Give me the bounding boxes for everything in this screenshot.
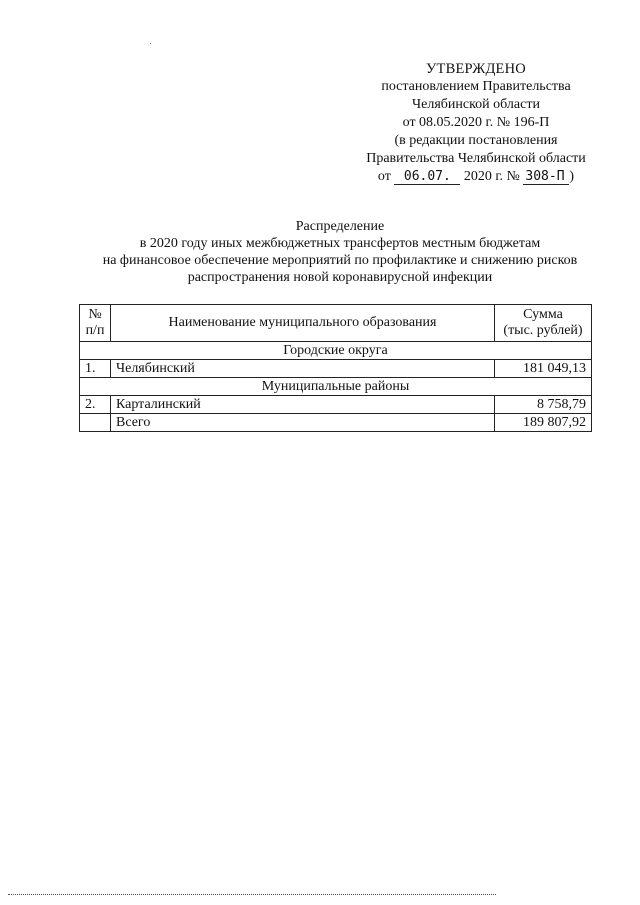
total-row: [80, 414, 592, 432]
amendment-suffix: ): [569, 169, 575, 184]
title-line: распространения новой коронавирусной инфекции: [187, 270, 493, 285]
header-num: [80, 305, 111, 342]
table-row: [80, 396, 592, 414]
row-num: 2.: [80, 396, 111, 414]
section-urban-districts: Городские округа: [80, 342, 592, 360]
total-num: [80, 414, 111, 432]
row-name: Карталинский: [111, 396, 495, 414]
document-title: [60, 218, 620, 286]
header-name: Наименование муниципального образования: [111, 305, 495, 342]
section-municipal-districts: Муниципальные районы: [80, 378, 592, 396]
amendment-number: 308-П: [523, 169, 569, 185]
approval-line: (в редакции постановления: [394, 133, 558, 148]
section-row: [80, 342, 592, 360]
table-row: [80, 360, 592, 378]
row-sum: 181 049,13: [495, 360, 592, 378]
row-num: 1.: [80, 360, 111, 378]
total-sum: 189 807,92: [495, 414, 592, 432]
title-line: Распределение: [295, 219, 385, 234]
header-num-line2: п/п: [85, 323, 105, 338]
distribution-table: [79, 304, 592, 432]
header-sum-line1: Сумма: [523, 307, 563, 322]
title-line: в 2020 году иных межбюджетных трансфертов местным бюджетам: [139, 236, 541, 251]
amendment-mid: 2020 г. №: [463, 169, 520, 184]
amendment-prefix: от: [377, 169, 391, 184]
row-sum: 8 758,79: [495, 396, 592, 414]
approval-line: Челябинской области: [412, 97, 540, 112]
header-num-line1: №: [88, 307, 102, 322]
approval-line: постановлением Правительства: [381, 79, 571, 94]
scan-edge-line: [8, 894, 496, 895]
header-sum: [495, 305, 592, 342]
header-sum-line2: (тыс. рублей): [503, 323, 583, 338]
amendment-date: 06.07.: [394, 169, 460, 185]
approval-block: [346, 60, 606, 186]
scan-speck: [150, 43, 151, 44]
table-header-row: [80, 305, 592, 342]
title-line: на финансовое обеспечение мероприятий по профилактике и снижению рисков: [102, 253, 578, 268]
amendment-line: [346, 168, 606, 186]
row-name: Челябинский: [111, 360, 495, 378]
section-row: [80, 378, 592, 396]
approval-heading: УТВЕРЖДЕНО: [426, 61, 526, 77]
approval-line: от 08.05.2020 г. № 196-П: [402, 115, 550, 130]
approval-line: Правительства Челябинской области: [366, 151, 586, 166]
total-label: Всего: [111, 414, 495, 432]
